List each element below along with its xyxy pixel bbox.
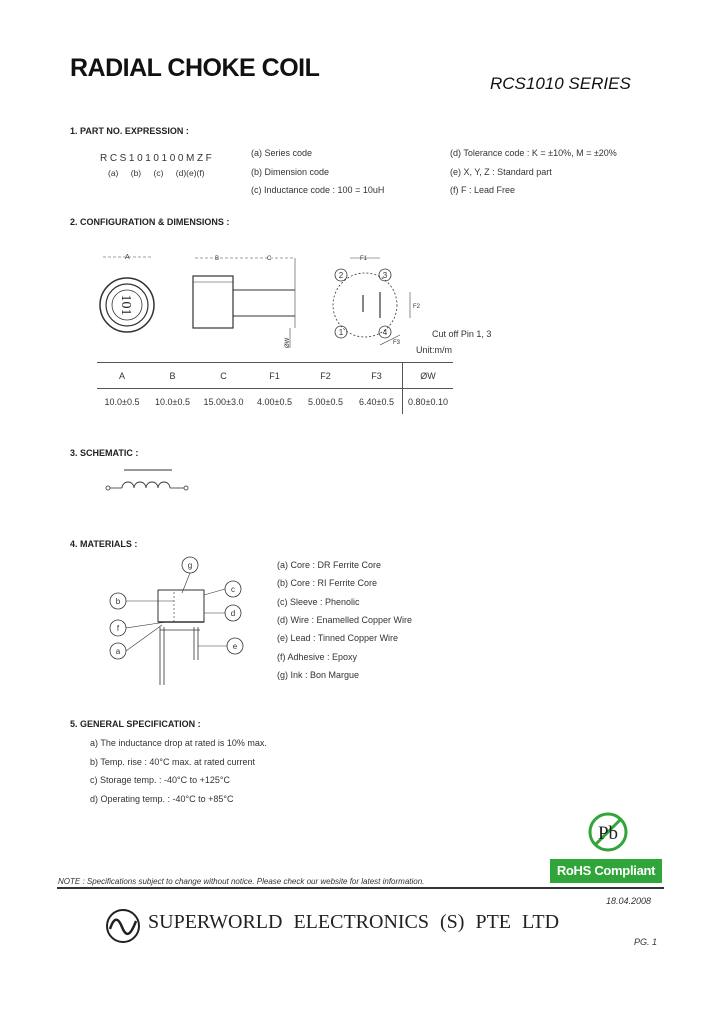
table-cell: 15.00±3.0 (203, 396, 244, 407)
table-cell: 0.80±0.10 (403, 389, 454, 415)
footer-note: NOTE : Specifications subject to change without notice. Please check our website for latest information. (58, 877, 425, 886)
materials-drawing (100, 555, 260, 690)
pin-view-drawing (325, 250, 425, 350)
material-item-c: (c) Sleeve : Phenolic (277, 597, 360, 607)
part-item-f: (f) F : Lead Free (450, 185, 516, 195)
part-item-b: (b) Dimension code (251, 167, 330, 177)
callout-a: a (115, 647, 121, 656)
material-item-e: (e) Lead : Tinned Copper Wire (277, 633, 399, 643)
table-header: B (147, 363, 198, 389)
general-item-d: d) Operating temp. : -40°C to +85°C (90, 794, 234, 804)
table-cell: 10.0±0.5 (155, 396, 190, 407)
company-logo-icon (104, 907, 142, 945)
dim-label-a: A (125, 254, 130, 261)
material-item-b: (b) Core : RI Ferrite Core (277, 578, 378, 588)
document-date: 18.04.2008 (606, 896, 652, 906)
table-header: F2 (300, 363, 351, 389)
callout-e: e (232, 642, 238, 651)
section-part-no-heading: 1. PART NO. EXPRESSION : (70, 126, 189, 136)
dim-label-f2: F2 (413, 304, 421, 310)
table-header: F1 (249, 363, 300, 389)
section-config-heading: 2. CONFIGURATION & DIMENSIONS : (70, 217, 230, 227)
table-header: A (97, 363, 147, 389)
general-item-b: b) Temp. rise : 40°C max. at rated current (90, 757, 255, 767)
footer-divider (57, 887, 664, 889)
pin-4-label: 4 (382, 328, 388, 337)
table-cell: 10.0±0.5 (104, 396, 140, 407)
callout-f: f (116, 624, 120, 633)
page-number: PG. 1 (634, 937, 658, 947)
dim-label-c: C (267, 256, 272, 262)
material-item-g: (g) Ink : Bon Margue (277, 670, 360, 680)
callout-g: g (187, 561, 193, 570)
dimension-table (97, 362, 453, 414)
unit-label: Unit:m/m (416, 345, 452, 355)
section-schematic-heading: 3. SCHEMATIC : (70, 448, 139, 458)
material-item-f: (f) Adhesive : Epoxy (277, 652, 358, 662)
material-item-d: (d) Wire : Enamelled Copper Wire (277, 615, 413, 625)
table-header: F3 (351, 363, 403, 389)
document-title: RADIAL CHOKE COIL (70, 54, 320, 82)
top-view-drawing (95, 245, 170, 335)
company-name: SUPERWORLD ELECTRONICS (S) PTE LTD (148, 911, 560, 933)
general-item-a: a) The inductance drop at rated is 10% max. (90, 738, 267, 748)
material-item-a: (a) Core : DR Ferrite Core (277, 560, 382, 570)
table-header: ØW (403, 363, 454, 389)
part-code-labels: (a) (b) (c) (d)(e)(f) (108, 168, 205, 178)
side-view-drawing (185, 248, 305, 358)
pin-1-label: 1 (338, 328, 344, 337)
table-cell: 6.40±0.5 (359, 396, 394, 407)
dim-label-ow: ØW (285, 337, 291, 348)
pb-label: Pb (597, 823, 619, 844)
series-name: RCS1010 SERIES (490, 74, 631, 93)
table-cell: 4.00±0.5 (257, 396, 292, 407)
part-item-c: (c) Inductance code : 100 = 10uH (251, 185, 385, 195)
pin-3-label: 3 (382, 271, 388, 280)
pin-2-label: 2 (338, 271, 344, 280)
dim-label-f1: F1 (360, 256, 368, 262)
part-item-a: (a) Series code (251, 148, 313, 158)
general-item-c: c) Storage temp. : -40°C to +125°C (90, 775, 231, 785)
section-materials-heading: 4. MATERIALS : (70, 539, 138, 549)
callout-c: c (231, 585, 235, 594)
rohs-badge: RoHS Compliant (550, 859, 662, 883)
inductor-schematic (100, 464, 195, 500)
part-code: RCS1010100MZF (100, 153, 215, 164)
section-general-heading: 5. GENERAL SPECIFICATION : (70, 719, 201, 729)
pb-free-icon (586, 810, 630, 854)
dim-label-f3: F3 (393, 340, 401, 346)
top-marking: 101 (118, 294, 133, 316)
callout-d: d (230, 609, 236, 618)
table-cell: 5.00±0.5 (308, 396, 343, 407)
dim-label-b: B (215, 256, 220, 262)
part-item-d: (d) Tolerance code : K = ±10%, M = ±20% (450, 148, 617, 158)
callout-b: b (115, 597, 121, 606)
cut-off-pin-note: Cut off Pin 1, 3 (432, 329, 492, 339)
part-item-e: (e) X, Y, Z : Standard part (450, 167, 552, 177)
table-header: C (198, 363, 249, 389)
